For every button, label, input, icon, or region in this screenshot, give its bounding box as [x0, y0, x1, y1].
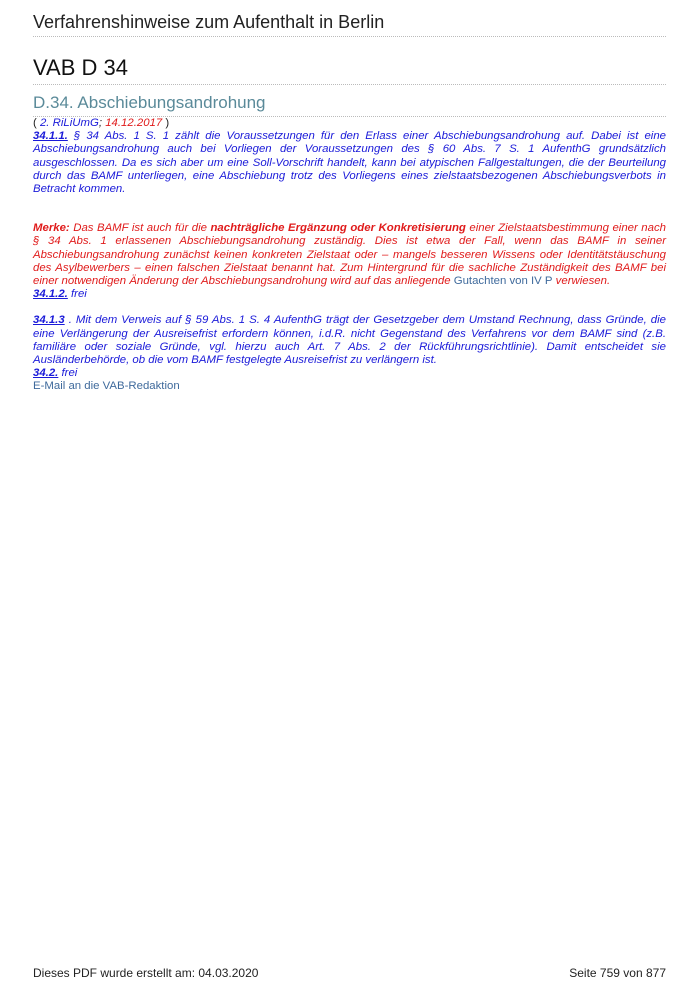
- gutachten-link[interactable]: Gutachten von IV P: [453, 275, 553, 288]
- paragraph-text: § 34 Abs. 1 S. 1 zählt die Voraussetzungen für den Erlass einer Abschiebungsandrohung auf. Dabei ist eine Abschiebungsandrohung auch bei Vorliegen der Voraussetzungen des § 60 Abs. 7 S. 1 AufenthG grundsätzlich ausgeschlossen. Da es sich aber um eine Soll-Vorschrift handelt, kann bei atypischen Fallgestaltungen, die der Beurteilung durch das BAMF unterliegen, eine Abschiebung trotz des Vorliegens eines zielstaatsbezogenen Abschiebungsverbots in Betracht kommen.: [33, 130, 666, 196]
- document-body: [33, 117, 666, 394]
- footer-created-date: Dieses PDF wurde erstellt am: 04.03.2020: [33, 966, 259, 980]
- section-title: D.34. Abschiebungsandrohung: [33, 93, 266, 112]
- ref-link-34-2[interactable]: 34.2.: [33, 367, 59, 380]
- meta-line: [33, 117, 666, 130]
- ref-link-34-1-1[interactable]: 34.1.1.: [33, 130, 68, 143]
- ref-link-34-1-2[interactable]: 34.1.2.: [33, 288, 68, 301]
- paragraph-text: frei: [67, 288, 87, 301]
- paragraph-34-1-2: [33, 288, 666, 301]
- merke-note: [33, 222, 666, 288]
- paragraph-34-1-1: [33, 130, 666, 196]
- footer-page-number: Seite 759 von 877: [569, 966, 666, 980]
- merke-text-3: verwiesen.: [552, 275, 611, 288]
- paragraph-text: frei: [58, 367, 78, 380]
- merke-text-2: einer Zielstaatsbestimmung einer nach § 34 Abs. 1 erlassenen Abschiebungsandrohung zuständig. Dies ist etwa der Fall, wenn das BAMF in seiner Abschiebungsandrohung zunächst keinen konkreten Zielstaat oder – mangels besseren Wissens oder Identitätstäuschung des Asylbewerbers – einen falschen Zielstaat benannt hat. Zum Hintergrund für die sachliche Zuständigkeit des BAMF bei einer notwendigen Änderung der Abschiebungsandrohung wird auf das anliegende: [33, 222, 666, 288]
- paragraph-34-1-3: [33, 314, 666, 367]
- merke-bold-text: nachträgliche Ergänzung oder Konkretisierung: [210, 222, 466, 235]
- email-editorial-link[interactable]: E-Mail an die VAB-Redaktion: [33, 380, 180, 393]
- meta-open: (: [33, 117, 40, 129]
- merke-label: Merke:: [33, 222, 70, 235]
- paragraph-34-2: [33, 367, 666, 380]
- document-title: VAB D 34: [33, 55, 128, 80]
- meta-separator: ;: [98, 117, 106, 129]
- meta-close: ): [162, 117, 170, 129]
- ref-link-34-1-3[interactable]: 34.1.3: [33, 314, 65, 327]
- meta-source: 2. RiLiUmG: [39, 117, 99, 129]
- divider: [33, 36, 666, 37]
- merke-text-1: Das BAMF ist auch für die: [69, 222, 211, 235]
- paragraph-text: . Mit dem Verweis auf § 59 Abs. 1 S. 4 AufenthG trägt der Gesetzgeber dem Umstand Rechnung, dass Gründe, die eine Verlängerung der Ausreisefrist erfordern können, i.d.R. nicht Gegenstand des Verfahrens vor dem BAMF sind (z.B. familiäre oder soziale Gründe, vgl. hierzu auch Art. 7 Abs. 2 der Rückführungsrichtlinie). Damit entscheidet sie Ausländerbehörde, ob die vom BAMF festgelegte Ausreisefrist zu verlängern ist.: [33, 314, 666, 367]
- divider: [33, 84, 666, 85]
- site-title: Verfahrenshinweise zum Aufenthalt in Berlin: [33, 12, 385, 32]
- meta-date: 14.12.2017: [105, 117, 163, 129]
